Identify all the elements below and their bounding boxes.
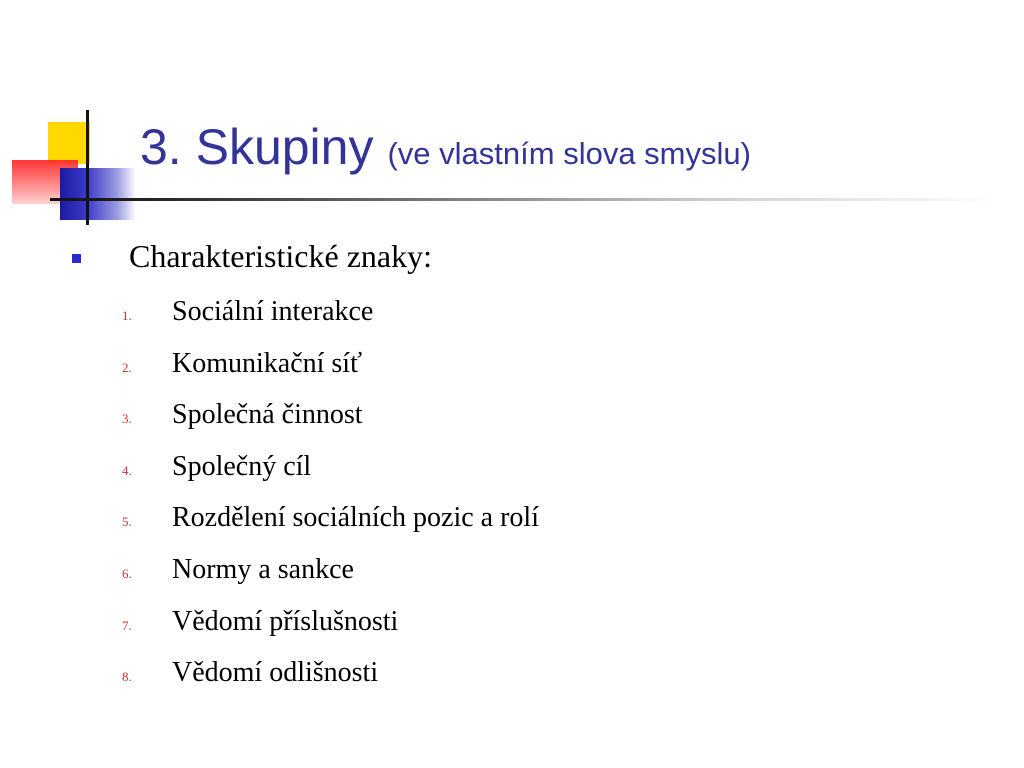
slide-logo-decoration bbox=[0, 0, 140, 230]
list-item-text: Sociální interakce bbox=[172, 296, 374, 327]
bullet-heading bbox=[72, 238, 432, 275]
list-number: 8. bbox=[122, 669, 132, 685]
list-item bbox=[122, 348, 539, 400]
numbered-list bbox=[122, 296, 539, 709]
list-item bbox=[122, 451, 539, 503]
list-item-text: Vědomí odlišnosti bbox=[172, 657, 379, 689]
list-item bbox=[122, 606, 539, 658]
list-item bbox=[122, 399, 539, 451]
yellow-square-decoration bbox=[48, 122, 90, 164]
vertical-line-decoration bbox=[86, 110, 89, 225]
list-item bbox=[122, 657, 539, 709]
list-item-text: Vědomí příslušnosti bbox=[172, 605, 399, 637]
bullet-heading-text: Charakteristické znaky: bbox=[129, 238, 432, 274]
list-number: 6. bbox=[122, 565, 132, 581]
list-number: 4. bbox=[122, 462, 132, 478]
list-item-text: Komunikační síť bbox=[172, 347, 363, 379]
list-item bbox=[122, 502, 539, 554]
title-underline bbox=[50, 198, 1000, 201]
list-number: 2. bbox=[122, 359, 132, 375]
list-item bbox=[122, 554, 539, 606]
list-item bbox=[122, 296, 539, 348]
title-main: 3. Skupiny bbox=[140, 119, 374, 175]
list-number: 3. bbox=[122, 411, 132, 427]
title-subtitle: (ve vlastním slova smyslu) bbox=[387, 136, 751, 171]
list-item-text: Rozdělení sociálních pozic a rolí bbox=[172, 502, 539, 534]
list-number: 1. bbox=[122, 308, 132, 323]
list-item-text: Společná činnost bbox=[172, 399, 363, 431]
list-item-text: Společný cíl bbox=[172, 450, 312, 482]
slide-title bbox=[140, 118, 751, 176]
list-item-text: Normy a sankce bbox=[172, 553, 354, 585]
list-number: 5. bbox=[122, 514, 132, 530]
list-number: 7. bbox=[122, 617, 132, 633]
blue-square-decoration bbox=[60, 168, 136, 220]
square-bullet-icon bbox=[72, 254, 81, 263]
